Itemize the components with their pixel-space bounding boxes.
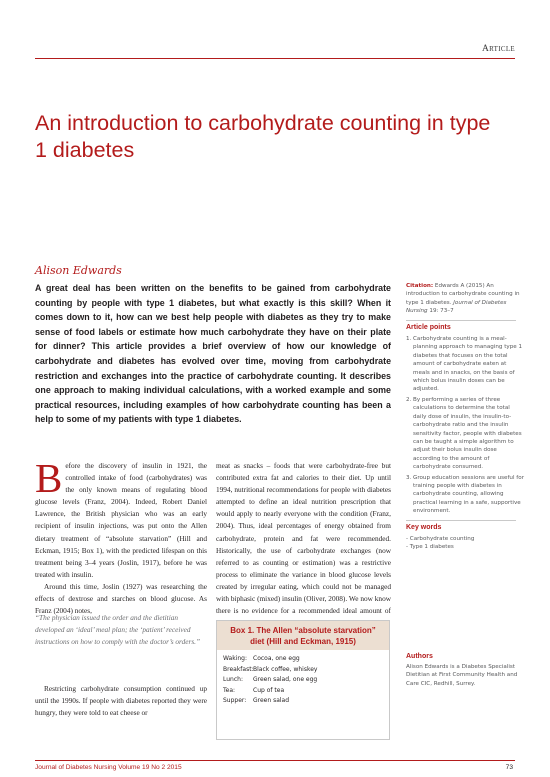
sidebar-divider <box>406 320 516 321</box>
meal-row <box>223 665 383 676</box>
meal-row <box>223 654 383 665</box>
meal-row <box>223 686 383 697</box>
meal-row <box>223 675 383 686</box>
body-paragraph: meat as snacks – foods that were carbohydrate-free but contributed extra fat and calories to their diet. Up until 1994, nutritional recommendations for people with diabetes attempted to define an ideal nutrition prescription that would apply to nearly everyone with the condition (Franz, 2004). Thus, ideal percentages of energy obtained from carbohydrate, protein and fat were recommended. Historically, the use of carbohydrate exchanges (now referred to as counting or estimation) was a restrictive process to eliminate the variance in blood glucose levels created by irregular eating, which could not be managed with biphasic (mixed) insulin (Oliver, 2008). We now know there is no evidence for a recommended ideal amount of <box>216 461 391 616</box>
citation-journal: Journal of Diabetes Nursing <box>406 299 507 315</box>
footer-rule <box>35 760 515 761</box>
body-column-1 <box>35 455 207 617</box>
page-number: 73 <box>505 764 513 771</box>
citation-label: Citation: <box>406 283 434 289</box>
citation-text: Edwards A (2015) An introduction to carbohydrate counting in type 1 diabetes. <box>406 283 520 306</box>
meal-food: Cocoa, one egg <box>253 655 300 662</box>
article-point <box>406 396 524 472</box>
meal-label: Waking: <box>223 655 247 662</box>
section-label: Article <box>481 44 515 54</box>
meal-label: Tea: <box>223 686 236 694</box>
citation-ref: 19: 73–7 <box>429 308 454 315</box>
body-column-2 <box>216 460 391 629</box>
meal-food: Black coffee, whiskey <box>253 665 318 673</box>
key-words-list <box>406 535 524 552</box>
authors-bio: Alison Edwards is a Diabetes Specialist Dietitian at First Community Health and Care CIC, Redhill, Surrey. <box>406 664 518 687</box>
box-heading: Box 1. The Allen “absolute starvation” diet (Hill and Eckman, 1915) <box>217 621 389 650</box>
article-points-heading: Article points <box>406 323 451 331</box>
header-rule <box>35 58 515 59</box>
point-text: Group education sessions are useful for training people with diabetes in carbohydrate counting, allowing practical learning in a safe, supportive environment. <box>413 474 525 515</box>
body-paragraph: Around this time, Joslin (1927) was researching the effects of dextrose and starches on blood glucose. As Franz (2004) notes, <box>35 581 207 616</box>
key-words-heading: Key words <box>406 523 442 531</box>
meal-food: Cup of tea <box>253 686 285 694</box>
point-number: 2. <box>406 396 412 403</box>
pull-quote: “The physician issued the order and the dietitian developed an ‘ideal’ meal plan; the ‘patient’ received instructions on how to comply with the doctor’s orders.” <box>35 613 201 647</box>
sidebar <box>406 282 524 552</box>
article-title: An introduction to carbohydrate counting in type 1 diabetes <box>35 111 491 162</box>
author-name: Alison Edwards <box>35 264 122 277</box>
sidebar-divider <box>406 520 516 521</box>
point-text: By performing a series of three calculations to determine the total daily dose of insulin, the insulin-to-carbohydrate ratio and the insulin sensitivity factor, people with diabetes can be taught a simple algorithm to adjust their bolus insulin dose according to the amount of carbohydrate consumed. <box>413 396 522 471</box>
point-number: 3. <box>406 474 412 481</box>
article-point <box>406 335 524 394</box>
meal-food: Green salad <box>253 697 290 705</box>
body-column-1-continued <box>35 683 207 719</box>
meal-label: Lunch: <box>223 676 243 684</box>
point-number: 1. <box>406 336 412 343</box>
article-points-list <box>406 335 524 516</box>
footer-journal: Journal of Diabetes Nursing Volume 19 No 2 2015 <box>35 764 182 771</box>
box-body <box>217 650 389 711</box>
box-1 <box>216 620 390 740</box>
meal-label: Breakfast: <box>223 665 254 673</box>
article-point <box>406 474 524 516</box>
body-paragraph: efore the discovery of insulin in 1921, the controlled intake of food (carbohydrates) was the only known means of regulating blood glucose levels (Franz, 2004). Indeed, Robert Daniel Lawrence, the British physician who was an early recipient of insulin injections, was put onto the Allen dietary treatment of “absolute starvation” (Hill and Eckman, 1915; Box 1), with the predicted lifespan on this treatment being 3–4 years (Joslin, 1917), before he was treated with insulin. <box>35 461 207 579</box>
abstract: A great deal has been written on the benefits to be gained from carbohydrate counting by people with type 1 diabetes, but what exactly is this skill? When it comes down to it, how can we best help people with diabetes as they try to make sense of food labels or estimate how much carbohydrate they have on their plate for dinner? This article provides a brief overview of how our knowledge of carbohydrate and diabetes has evolved over time, moving from carbohydrate restriction and exchanges into the practice of carbohydrate counting. It describes one approach to making individual calculations, with a worked example and some practical resources, including examples of how carbohydrate counting has been a help to some of my patients with type 1 diabetes. <box>35 283 391 425</box>
point-text: Carbohydrate counting is a meal-planning approach to managing type 1 diabetes that focuses on the total amount of carbohydrate eaten at meals and in snacks, on the basis of which bolus insulin doses can be adjusted. <box>413 336 523 393</box>
drop-cap: B <box>35 455 63 501</box>
key-word: - Carbohydrate counting <box>406 535 475 542</box>
meal-label: Supper: <box>223 697 247 705</box>
meal-row <box>223 696 383 707</box>
authors-heading: Authors <box>406 653 433 660</box>
key-word: - Type 1 diabetes <box>406 544 454 551</box>
citation <box>406 282 524 316</box>
body-paragraph: Restricting carbohydrate consumption continued up until the 1990s. If people with diabetes reported they were hungry, they were told to eat cheese or <box>35 684 207 718</box>
meal-food: Green salad, one egg <box>253 676 318 684</box>
